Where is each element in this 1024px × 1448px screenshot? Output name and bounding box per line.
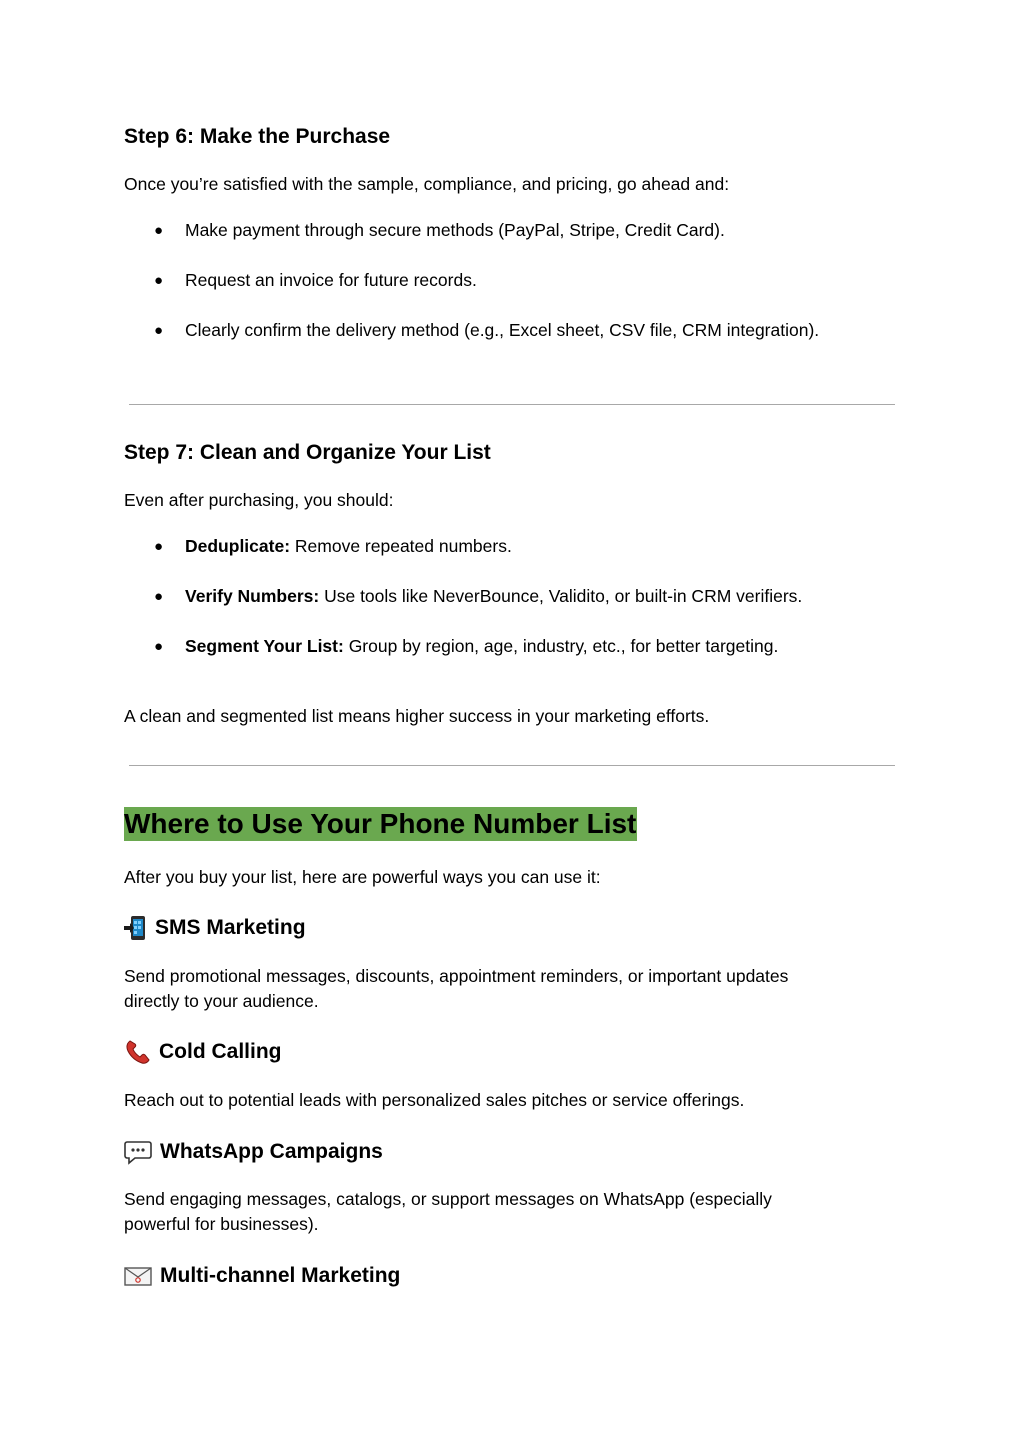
- horizontal-divider: [129, 404, 895, 405]
- bullet-icon: ●: [154, 588, 164, 605]
- section-title: SMS Marketing: [155, 916, 306, 939]
- list-item-text: Make payment through secure methods (PayPal, Stripe, Credit Card).: [185, 220, 725, 240]
- list-item-text: Request an invoice for future records.: [185, 270, 477, 290]
- list-item-label: Verify Numbers:: [185, 586, 320, 606]
- section-body-line: Send promotional messages, discounts, appointment reminders, or important updates: [124, 966, 789, 986]
- list-item-text: Clearly confirm the delivery method (e.g., Excel sheet, CSV file, CRM integration).: [185, 320, 820, 340]
- bullet-icon: ●: [154, 638, 164, 655]
- section-body-line: directly to your audience.: [124, 991, 319, 1011]
- list-item-text: [185, 634, 778, 659]
- list-item-body: Use tools like NeverBounce, Validito, or built-in CRM verifiers.: [319, 586, 803, 606]
- mobile-phone-arrow-icon: [124, 915, 148, 941]
- section-title: Multi-channel Marketing: [160, 1264, 401, 1287]
- telephone-receiver-icon: [124, 1039, 152, 1065]
- step7-intro: Even after purchasing, you should:: [124, 490, 394, 510]
- section-heading-highlight: [124, 807, 637, 841]
- usage-intro: After you buy your list, here are powerful ways you can use it:: [124, 867, 601, 887]
- list-item-body: Group by region, age, industry, etc., for better targeting.: [343, 636, 779, 656]
- bullet-icon: ●: [154, 538, 164, 555]
- section-body-line: Reach out to potential leads with personalized sales pitches or service offerings.: [124, 1090, 745, 1110]
- whatsapp-campaigns-heading: [124, 1138, 383, 1166]
- list-item-text: [185, 584, 802, 609]
- section-title: Cold Calling: [159, 1040, 282, 1063]
- step7-closing: A clean and segmented list means higher success in your marketing efforts.: [124, 706, 710, 726]
- bullet-icon: ●: [154, 322, 164, 339]
- list-item-label: Deduplicate:: [185, 536, 291, 556]
- sms-marketing-heading: [124, 914, 306, 942]
- section-body-line: powerful for businesses).: [124, 1214, 319, 1234]
- speech-bubble-icon: [124, 1139, 152, 1165]
- section-body-line: Send engaging messages, catalogs, or support messages on WhatsApp (especially: [124, 1189, 772, 1209]
- step7-heading: Step 7: Clean and Organize Your List: [124, 441, 491, 464]
- step6-intro: Once you’re satisfied with the sample, compliance, and pricing, go ahead and:: [124, 174, 730, 194]
- list-item-body: Remove repeated numbers.: [290, 536, 512, 556]
- bullet-icon: ●: [154, 272, 164, 289]
- list-item-label: Segment Your List:: [185, 636, 344, 656]
- envelope-icon: [124, 1263, 152, 1289]
- list-item-text: [185, 534, 512, 559]
- section-title: WhatsApp Campaigns: [160, 1140, 383, 1163]
- multi-channel-marketing-heading: [124, 1262, 400, 1290]
- horizontal-divider: [129, 765, 895, 766]
- usage-heading: Where to Use Your Phone Number List: [124, 808, 637, 839]
- cold-calling-heading: [124, 1038, 282, 1066]
- step6-heading: Step 6: Make the Purchase: [124, 125, 391, 148]
- bullet-icon: ●: [154, 222, 164, 239]
